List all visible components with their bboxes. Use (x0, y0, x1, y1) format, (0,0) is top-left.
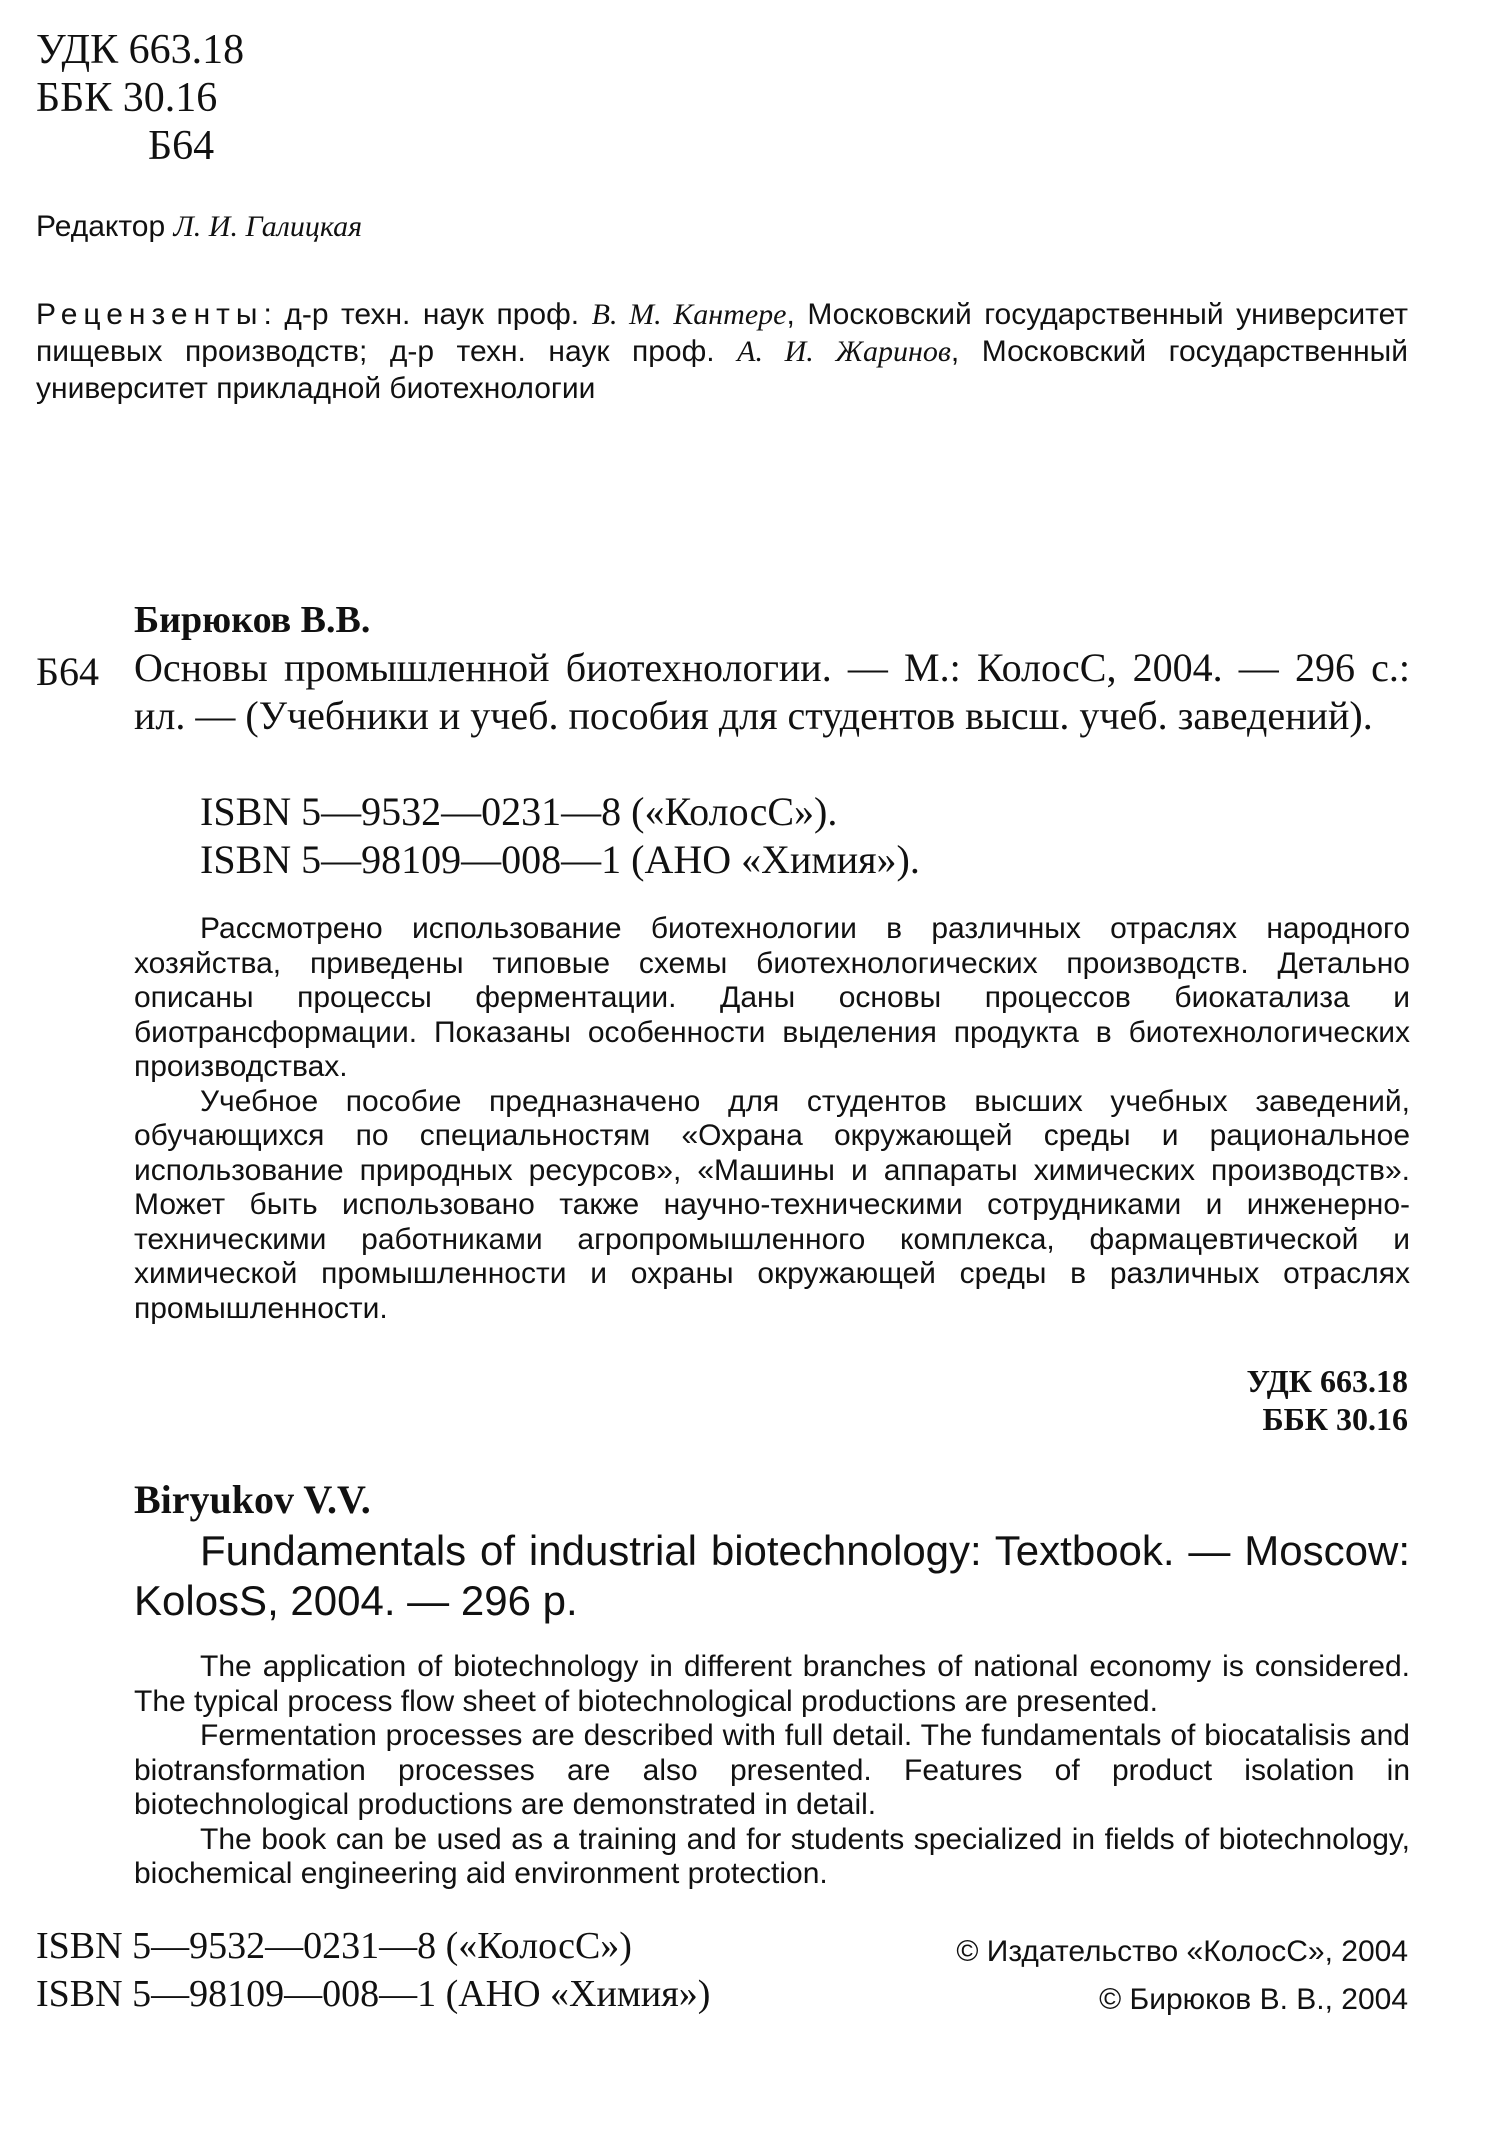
annotation-paragraph: The application of biotechnology in different branches of national economy is considered. The typical process flow sheet of biotechnological productions are presented. (134, 1650, 1410, 1718)
classification-codes (36, 26, 244, 170)
author-ru: Бирюков В.В. (134, 599, 371, 641)
udk-bbk-right (1247, 1362, 1408, 1438)
annotation-paragraph: The book can be used as a training and for students specialized in fields of biotechnology, biochemical engineering aid environment protection. (134, 1822, 1410, 1890)
title-en: Fundamentals of industrial biotechnology: Textbook. — Moscow: KolosS, 2004. — 296 p. (134, 1527, 1410, 1624)
bbk-code: ББК 30.16 (36, 75, 218, 121)
editor-line (36, 210, 362, 244)
copyright-block (956, 1928, 1408, 2024)
reviewers-text: : д-р техн. наук проф. (263, 298, 592, 331)
reviewers-paragraph (36, 296, 1408, 407)
isbn-line: ISBN 5—9532—0231—8 («КолосС»). (200, 789, 838, 834)
copyright-line: © Бирюков В. В., 2004 (1099, 1983, 1408, 2016)
editor-label: Редактор (36, 210, 166, 243)
reviewers-label: Рецензенты (36, 298, 264, 331)
isbn-block-ru (200, 788, 920, 884)
reviewer-name: А. И. Жаринов (737, 335, 951, 368)
isbn-line: ISBN 5—98109—008—1 (АНО «Химия»). (200, 837, 920, 882)
isbn-line: ISBN 5—98109—008—1 (АНО «Химия») (36, 1973, 711, 2015)
annotation-paragraph: Рассмотрено использование биотехнологии в различных отраслях народного хозяйства, приведены типовые схемы биотехнологических производств. Детально описаны процессы ферментации. Даны основы процессов биокатализа и биотрансформации. Показаны особенности выделения продукта в биотехнологических производствах. (134, 912, 1410, 1083)
udk-code: УДК 663.18 (36, 27, 245, 73)
reviewer-name: В. М. Кантере (591, 298, 787, 331)
annotation-paragraph: Учебное пособие предназначено для студентов высших учебных заведений, обучающихся по специальностям «Охрана окружающей среды и рациональное использование природных ресурсов», «Машины и аппараты химических производств». Может быть использовано также научно-техническими сотрудниками и инженерно-техническими работниками агропромышленного комплекса, фармацевтической и химической промышленности и охраны окружающей среды в различных отраслях промышленности. (134, 1084, 1410, 1325)
author-mark: Б64 (148, 123, 215, 169)
reviewers-text: , Московский государственный университет прикладной биотехнологии (36, 335, 1408, 405)
record-code: Б64 (36, 649, 99, 694)
copyright-line: © Издательство «КолосС», 2004 (956, 1935, 1408, 1968)
udk-code: УДК 663.18 (1246, 1363, 1408, 1399)
reviewers-text: , Московский государственный университет пищевых производств; д-р техн. наук проф. (36, 298, 1408, 368)
annotation-en (134, 1650, 1410, 1892)
bbk-code: ББК 30.16 (1262, 1401, 1408, 1437)
annotation-ru (134, 912, 1410, 1326)
editor-name: Л. И. Галицкая (173, 210, 363, 243)
bibliographic-title-ru: Основы промышленной биотехнологии. — М.: КолосС, 2004. — 296 с.: ил. — (Учебники и учеб. пособия для студентов высш. учеб. заведений). (134, 645, 1410, 738)
annotation-paragraph: Fermentation processes are described with full detail. The fundamentals of biocatalisis and biotransformation processes are also presented. Features of product isolation in biotechnological productions are demonstrated in detail. (134, 1719, 1410, 1821)
author-en: Biryukov V.V. (134, 1477, 371, 1522)
isbn-line: ISBN 5—9532—0231—8 («КолосС») (36, 1925, 632, 1967)
isbn-footer (36, 1922, 710, 2018)
bibliographic-title-en (134, 1526, 1410, 1626)
